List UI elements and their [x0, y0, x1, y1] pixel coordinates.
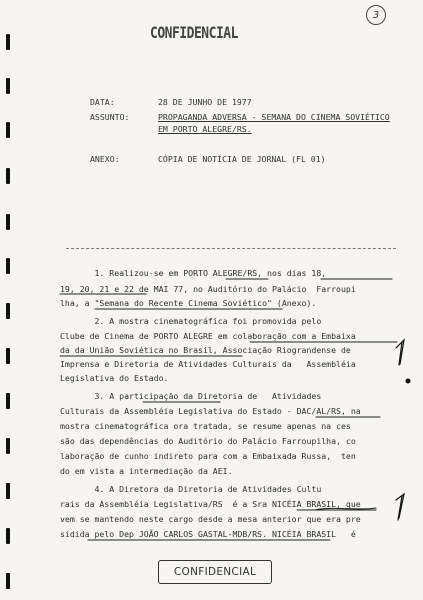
- p4-line-1: 4. A Diretora da Diretoria de Atividades Cultu: [60, 484, 322, 494]
- p2-line-1: 2. A mostra cinematográfica foi promovida pelo: [60, 316, 322, 326]
- p1-line-3: lha, a "Semana do Recente Cinema Soviético" (Anexo).: [60, 298, 317, 308]
- subject-line-1: PROPAGANDA ADVERSA - SEMANA DO CINEMA SOVIÉTICO: [158, 112, 390, 122]
- p1-line-1: 1. Realizou-se em PORTO ALEGRE/RS, nos dias 18,: [60, 268, 327, 278]
- p3-line-6: do em vista a intermediação da AEI.: [60, 466, 233, 476]
- page-number: 3: [366, 5, 386, 25]
- p4-line-2: rais da Assembléia Legislativa/RS é a Sra NICÉIA BRASIL, que: [60, 499, 361, 509]
- p3-line-2: Culturais da Assembléia Legislativa do Estado - DAC/AL/RS, na: [60, 406, 361, 416]
- date-value: 28 DE JUNHO DE 1977: [158, 97, 252, 107]
- p2-line-2: Clube de Cinema de PORTO ALEGRE em colaboração com a Embaixa: [60, 331, 356, 341]
- p2-line-4: Imprensa e Diretoria de Atividades Culturais da Assembléia: [60, 359, 356, 369]
- p3-line-1: 3. A participação da Diretoria de Atividades: [60, 391, 322, 401]
- p1-line-2: 19, 20, 21 e 22 de MAI 77, no Auditório do Palácio Farroupi: [60, 284, 356, 294]
- p4-line-3: vem se mantendo neste cargo desde a mesa anterior que era pre: [60, 514, 361, 524]
- classification-stamp-top: CONFIDENCIAL: [150, 24, 238, 43]
- p4-line-4: sidida pelo Dep JOÃO CARLOS GASTAL-MDB/RS. NICÉIA BRASIL é: [60, 529, 356, 539]
- p3-line-3: mostra cinematográfica ora tratada, se resume apenas na ces: [60, 421, 351, 431]
- p3-line-4: são das dependências do Auditório do Palácio Farroupilha, co: [60, 436, 356, 446]
- annex-label: ANEXO:: [90, 154, 120, 164]
- p2-line-5: Legislativa do Estado.: [60, 373, 169, 383]
- p3-line-5: laboração de cunho indireto para com a Embaixada Russa, ten: [60, 451, 356, 461]
- annex-value: CÓPIA DE NOTÍCIA DE JORNAL (FL 01): [158, 154, 326, 164]
- subject-label: ASSUNTO:: [90, 112, 130, 122]
- p2-line-3: da da União Soviética no Brasil, Associação Riograndense de: [60, 345, 351, 355]
- subject-line-2: EM PORTO ALEGRE/RS.: [158, 124, 252, 134]
- date-label: DATA:: [90, 97, 115, 107]
- classification-stamp-bottom: CONFIDENCIAL: [158, 560, 272, 584]
